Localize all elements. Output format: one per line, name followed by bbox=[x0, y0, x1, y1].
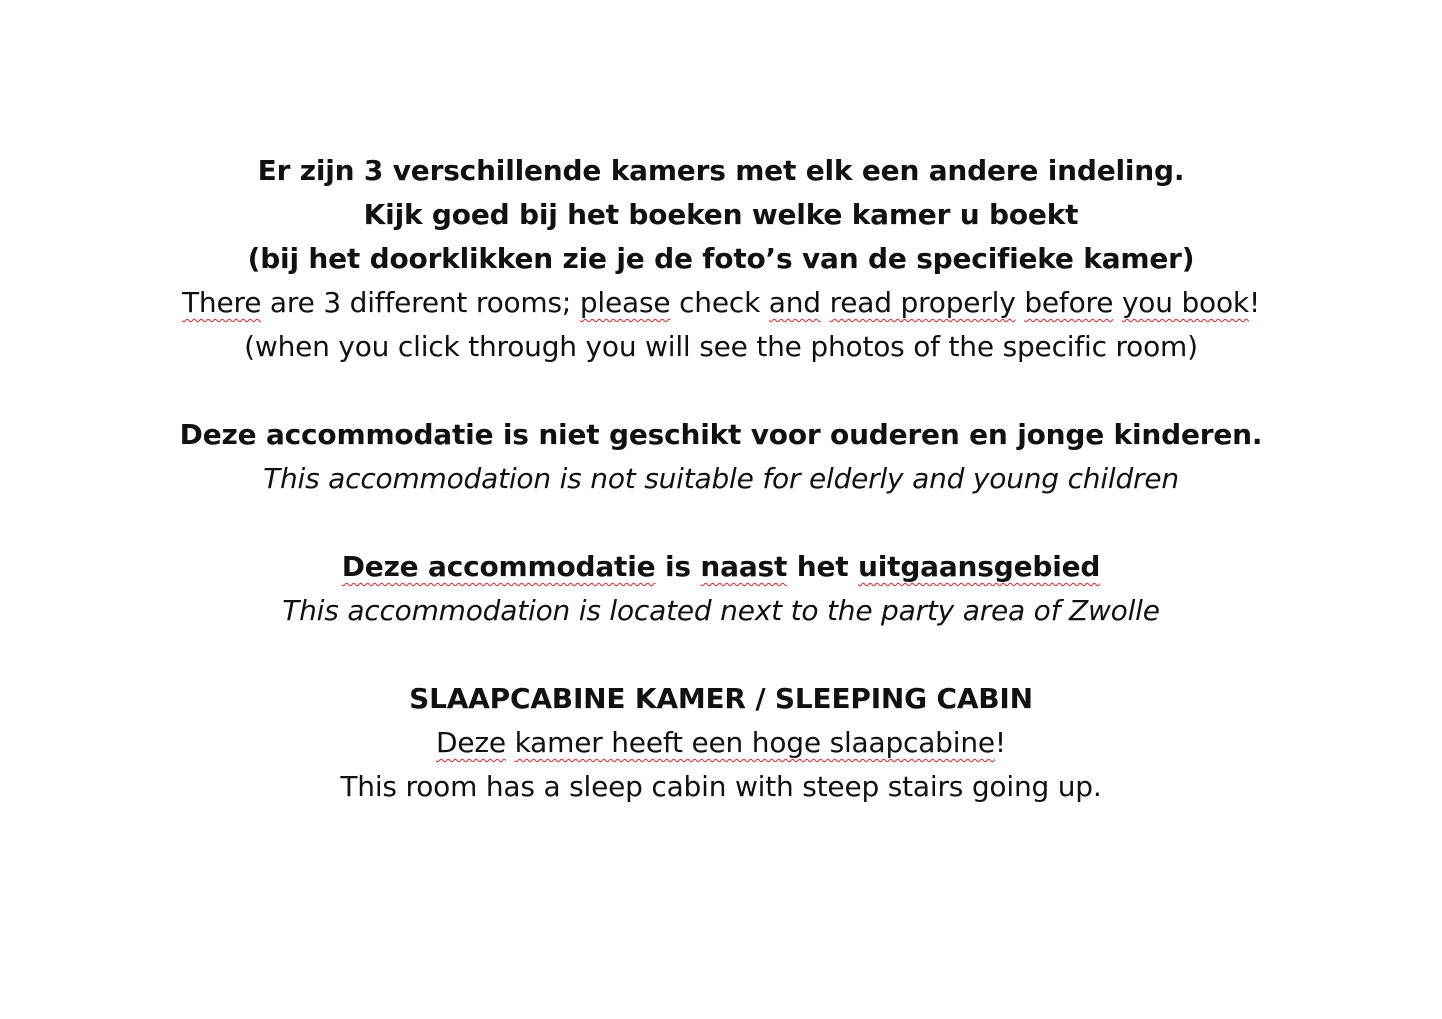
location-notice-en: This accommodation is located next to the party area of Zwolle bbox=[282, 594, 1160, 627]
text-segment bbox=[506, 726, 515, 759]
text-segment bbox=[1016, 286, 1025, 319]
rooms-notice-en-line-2: (when you click through you will see the photos of the specific room) bbox=[244, 330, 1198, 363]
spellcheck-flagged-text: naast bbox=[700, 550, 788, 583]
suitability-notice-nl: Deze accommodatie is niet geschikt voor ouderen en jonge kinderen. bbox=[179, 418, 1263, 451]
suitability-notice-en: This accommodation is not suitable for elderly and young children bbox=[263, 462, 1179, 495]
spellcheck-flagged-text: There bbox=[182, 286, 262, 319]
spellcheck-flagged-text: Deze bbox=[436, 726, 506, 759]
spellcheck-flagged-text: and bbox=[768, 286, 821, 319]
rooms-notice-en-line-1 bbox=[0, 281, 1442, 325]
text-segment: are 3 different rooms; bbox=[261, 286, 580, 319]
text-segment: ! bbox=[994, 726, 1006, 759]
spellcheck-flagged-text: you book bbox=[1121, 286, 1249, 319]
spellcheck-flagged-text: read properly bbox=[829, 286, 1016, 319]
spellcheck-flagged-text: Deze accommodatie bbox=[341, 550, 656, 583]
paragraph-spacer bbox=[0, 633, 1442, 677]
spellcheck-flagged-text: uitgaansgebied bbox=[858, 550, 1101, 583]
text-segment bbox=[1113, 286, 1122, 319]
sleeping-cabin-en: This room has a sleep cabin with steep stairs going up. bbox=[340, 770, 1102, 803]
text-segment: is bbox=[655, 550, 701, 583]
text-segment: check bbox=[670, 286, 769, 319]
rooms-notice-nl-line-3: (bij het doorklikken zie je de foto’s van de specifieke kamer) bbox=[247, 242, 1195, 275]
sleeping-cabin-heading: SLAAPCABINE KAMER / SLEEPING CABIN bbox=[409, 682, 1033, 715]
spellcheck-flagged-text: kamer heeft een hoge slaapcabine bbox=[514, 726, 995, 759]
location-notice-nl bbox=[0, 545, 1442, 589]
paragraph-spacer bbox=[0, 501, 1442, 545]
text-segment: ! bbox=[1248, 286, 1260, 319]
sleeping-cabin-nl bbox=[0, 721, 1442, 765]
spellcheck-flagged-text: please bbox=[579, 286, 671, 319]
text-segment: het bbox=[787, 550, 858, 583]
rooms-notice-nl-line-1: Er zijn 3 verschillende kamers met elk een andere indeling. bbox=[257, 154, 1185, 187]
paragraph-spacer bbox=[0, 369, 1442, 413]
text-segment bbox=[821, 286, 830, 319]
document-body bbox=[0, 149, 1442, 809]
spellcheck-flagged-text: before bbox=[1024, 286, 1114, 319]
rooms-notice-nl-line-2: Kijk goed bij het boeken welke kamer u boekt bbox=[363, 198, 1079, 231]
